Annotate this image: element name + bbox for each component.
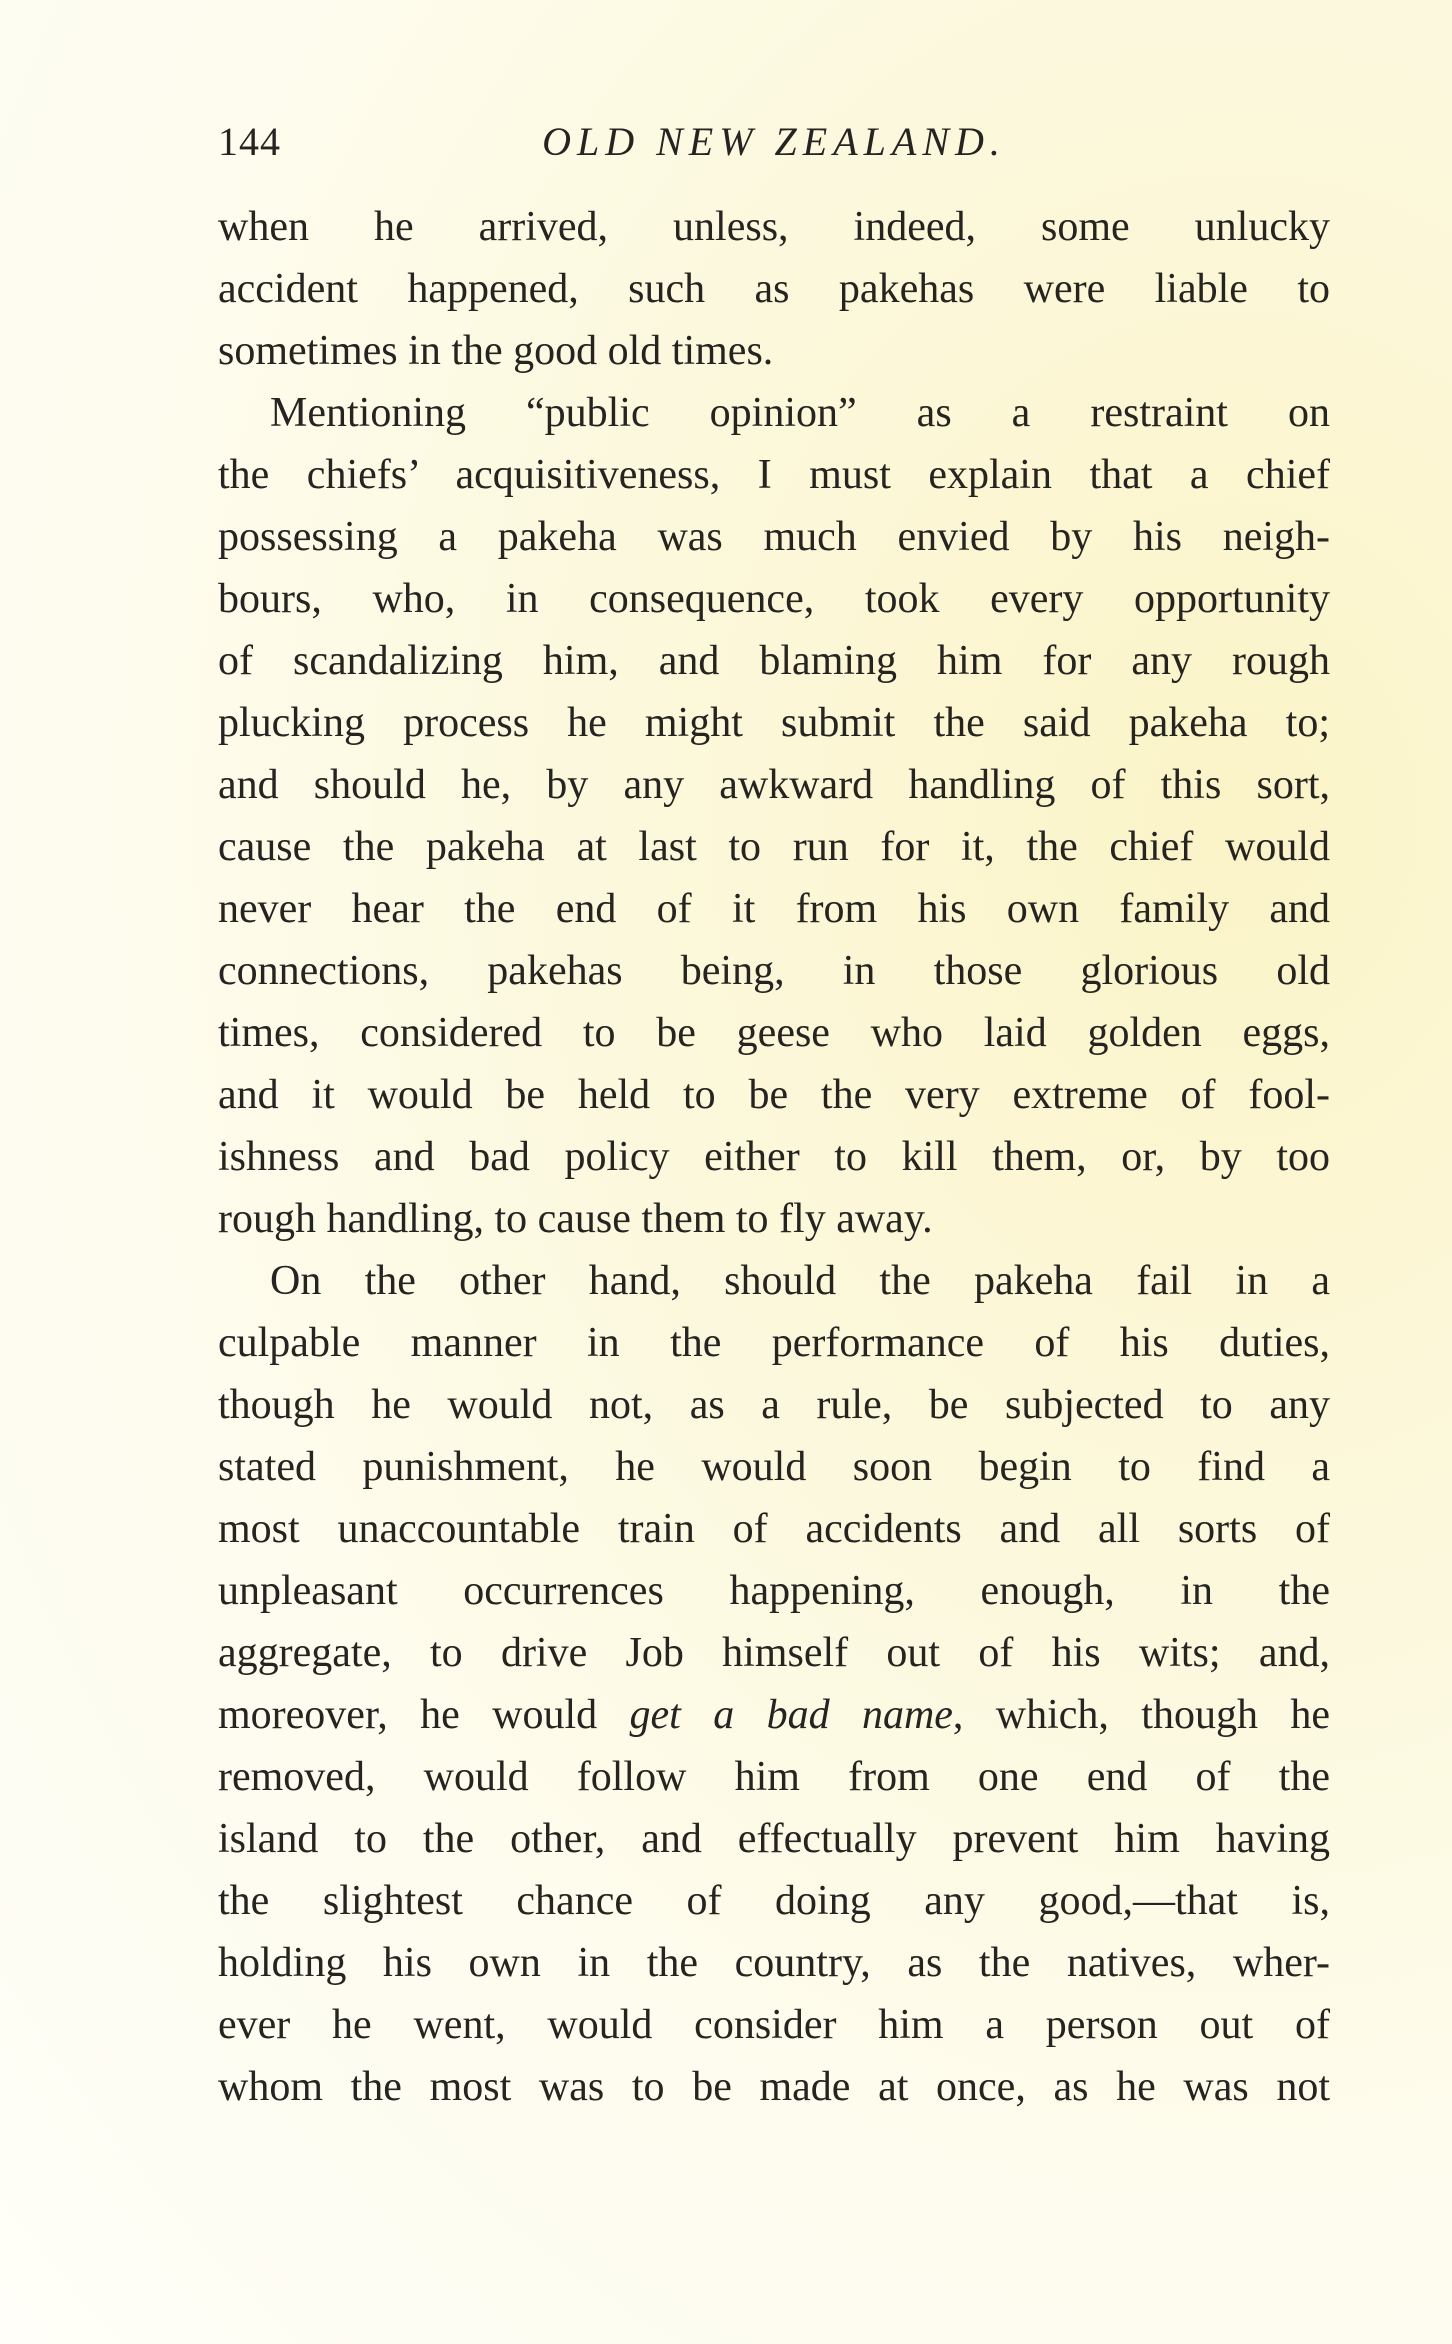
text-line: never hear the end of it from his own family and <box>218 886 1330 932</box>
text-line: times, considered to be geese who laid golden eggs, <box>218 1010 1330 1056</box>
text-line: most unaccountable train of accidents and all sorts of <box>218 1506 1330 1552</box>
text-line: of scandalizing him, and blaming him for any rough <box>218 638 1330 684</box>
text-line: removed, would follow him from one end of the <box>218 1754 1330 1800</box>
text-line: sometimes in the good old times. <box>218 328 774 374</box>
italic-emphasis: get a bad name <box>629 1692 953 1738</box>
text-line: bours, who, in consequence, took every opportunity <box>218 576 1330 622</box>
text-line: accident happened, such as pakehas were liable to <box>218 266 1330 312</box>
text-line: plucking process he might submit the said pakeha to; <box>218 700 1330 746</box>
text-line: connections, pakehas being, in those glorious old <box>218 948 1330 994</box>
text-line: when he arrived, unless, indeed, some unlucky <box>218 204 1330 250</box>
paragraph-start-line: On the other hand, should the pakeha fail in a <box>270 1258 1330 1304</box>
text-line: possessing a pakeha was much envied by his neigh- <box>218 514 1330 560</box>
page-number: 144 <box>218 119 281 164</box>
text-line: culpable manner in the performance of his duties, <box>218 1320 1330 1366</box>
text-line: whom the most was to be made at once, as he was not <box>218 2064 1330 2110</box>
text-line: island to the other, and effectually prevent him having <box>218 1816 1330 1862</box>
text-line: the slightest chance of doing any good,—that is, <box>218 1878 1330 1924</box>
text-line: holding his own in the country, as the natives, wher- <box>218 1940 1330 1986</box>
text-segment: , which, though he <box>952 1692 1330 1738</box>
running-title: OLD NEW ZEALAND. <box>542 119 1006 164</box>
text-line: and it would be held to be the very extreme of fool- <box>218 1072 1330 1118</box>
text-line: the chiefs’ acquisitiveness, I must explain that a chief <box>218 452 1330 498</box>
text-line: though he would not, as a rule, be subjected to any <box>218 1382 1330 1428</box>
text-line-with-emphasis <box>218 1684 1330 1746</box>
text-segment: moreover, he would <box>218 1692 598 1738</box>
body-text <box>218 196 1330 2118</box>
text-line: cause the pakeha at last to run for it, the chief would <box>218 824 1330 870</box>
text-line: rough handling, to cause them to fly away. <box>218 1196 933 1242</box>
text-line: and should he, by any awkward handling of this sort, <box>218 762 1330 808</box>
text-line: ever he went, would consider him a person out of <box>218 2002 1330 2048</box>
text-line: unpleasant occurrences happening, enough, in the <box>218 1568 1330 1614</box>
paragraph-start-line: Mentioning “public opinion” as a restraint on <box>270 390 1330 436</box>
text-line: stated punishment, he would soon begin to find a <box>218 1444 1330 1490</box>
text-line: aggregate, to drive Job himself out of his wits; and, <box>218 1630 1330 1676</box>
page-header <box>218 112 1330 172</box>
text-line: ishness and bad policy either to kill them, or, by too <box>218 1134 1330 1180</box>
